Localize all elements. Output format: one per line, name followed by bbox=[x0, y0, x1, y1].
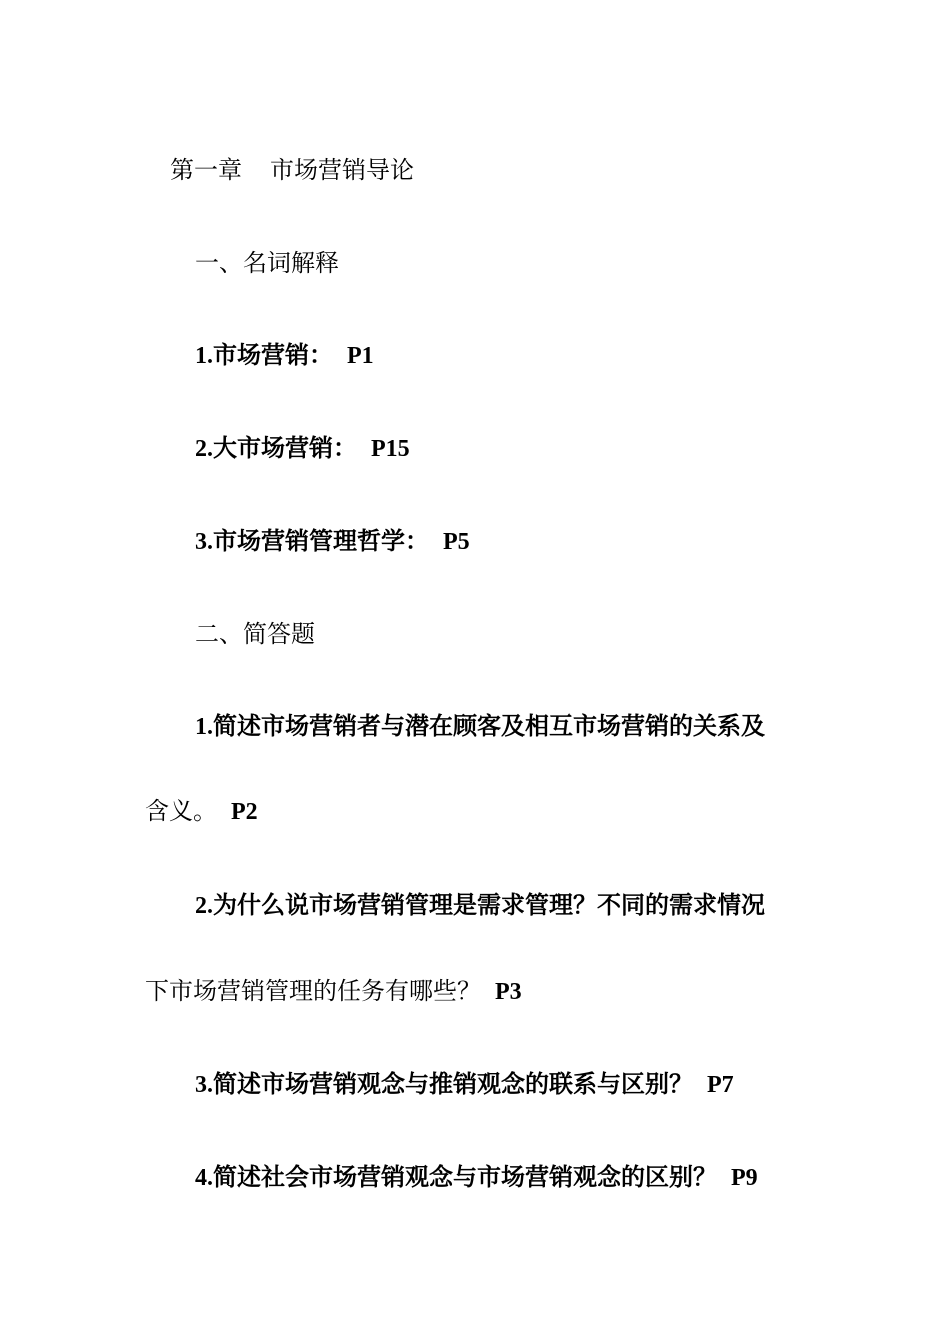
question-text: 3.简述市场营销观念与推销观念的联系与区别？ bbox=[195, 1072, 693, 1098]
question-line-continued bbox=[145, 797, 258, 827]
term-text: 1.市场营销： bbox=[195, 343, 333, 369]
question-line bbox=[195, 1163, 758, 1193]
page-ref: P3 bbox=[495, 979, 522, 1005]
page-ref: P1 bbox=[347, 343, 374, 369]
page-ref: P7 bbox=[707, 1072, 734, 1098]
question-line bbox=[195, 712, 765, 742]
question-text: 1.简述市场营销者与潜在顾客及相互市场营销的关系及 bbox=[195, 714, 765, 740]
question-text: 2.为什么说市场营销管理是需求管理？不同的需求情况 bbox=[195, 893, 765, 919]
chapter-heading bbox=[170, 156, 414, 186]
term-item bbox=[195, 527, 470, 557]
page-ref: P15 bbox=[371, 436, 410, 462]
question-text: 下市场营销管理的任务有哪些？ bbox=[145, 979, 481, 1005]
question-line bbox=[195, 1070, 734, 1100]
question-line-continued bbox=[145, 977, 522, 1007]
page-ref: P9 bbox=[731, 1165, 758, 1191]
section-heading-terms: 一、名词解释 bbox=[195, 251, 339, 277]
page-ref: P5 bbox=[443, 529, 470, 555]
chapter-title: 市场营销导论 bbox=[270, 158, 414, 184]
term-text: 2.大市场营销： bbox=[195, 436, 357, 462]
chapter-number: 第一章 bbox=[170, 158, 242, 184]
term-text: 3.市场营销管理哲学： bbox=[195, 529, 429, 555]
question-text: 含义。 bbox=[145, 799, 217, 825]
term-item bbox=[195, 341, 374, 371]
section-heading-short-answer: 二、简答题 bbox=[195, 622, 315, 648]
question-line bbox=[195, 891, 765, 921]
term-item bbox=[195, 434, 410, 464]
question-text: 4.简述社会市场营销观念与市场营销观念的区别？ bbox=[195, 1165, 717, 1191]
page-ref: P2 bbox=[231, 799, 258, 825]
